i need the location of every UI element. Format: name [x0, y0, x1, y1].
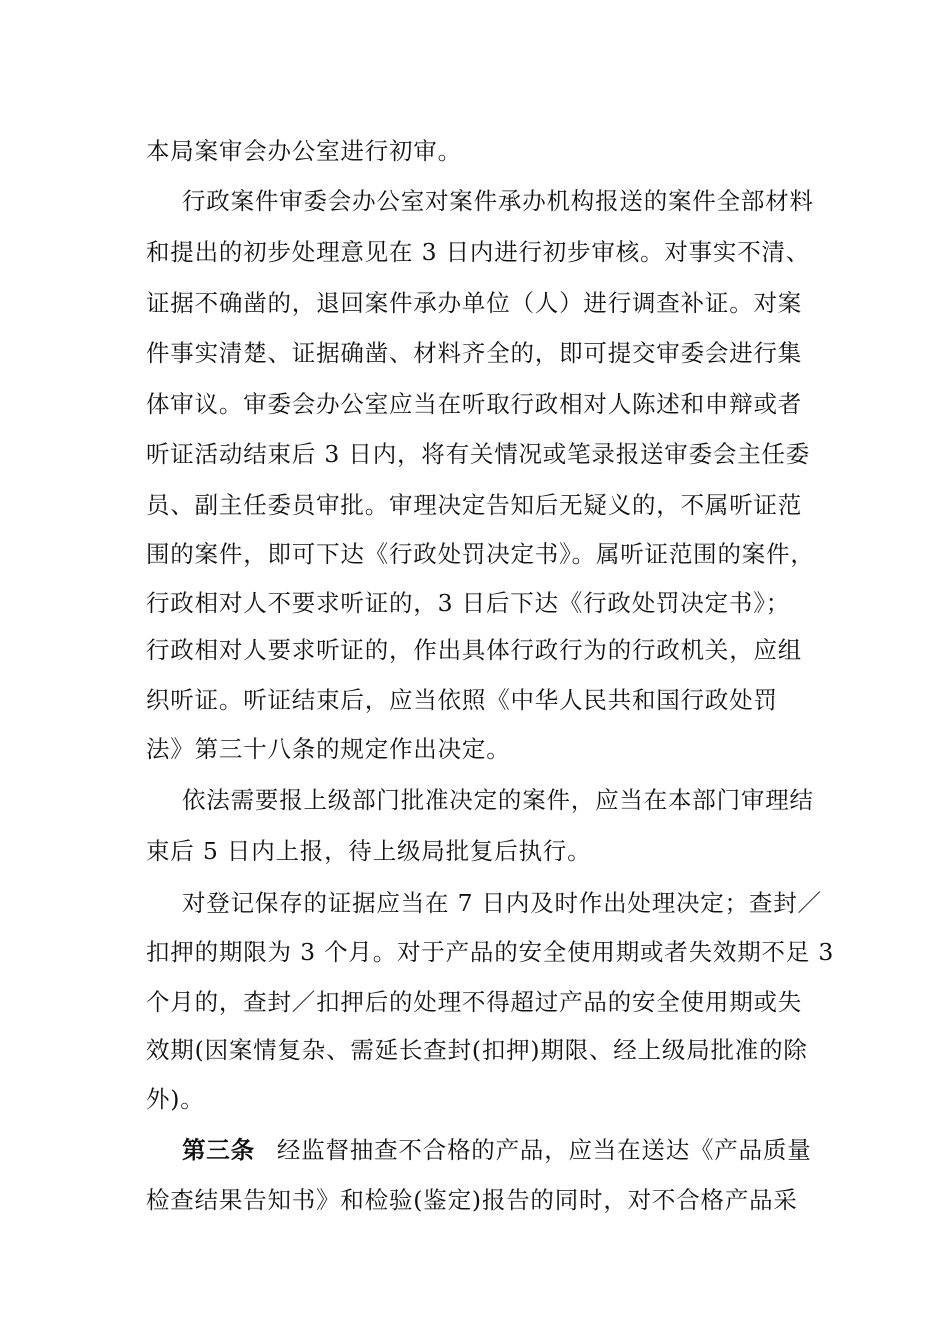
text-line: 行政相对人不要求听证的，3 日后下达《行政处罚决定书》； [146, 589, 791, 617]
text-line: 依法需要报上级部门批准决定的案件，应当在本部门审理结 [182, 786, 814, 814]
text-line: 织听证。听证结束后，应当依照《中华人民共和国行政处罚 [146, 686, 778, 714]
text-line: 体审议。审委会办公室应当在听取行政相对人陈述和申辩或者 [146, 390, 803, 418]
text-line: 对登记保存的证据应当在 7 日内及时作出处理决定；查封／ [182, 889, 822, 917]
article-heading: 第三条 [182, 1136, 255, 1164]
text-line: 和提出的初步处理意见在 3 日内进行初步审核。对事实不清、 [146, 238, 811, 266]
text-line: 个月的，查封／扣押后的处理不得超过产品的安全使用期或失 [146, 988, 803, 1016]
text-line: 外)。 [146, 1085, 205, 1113]
text-line: 件事实清楚、证据确凿、材料齐全的，即可提交审委会进行集 [146, 339, 803, 367]
text-line: 检查结果告知书》和检验(鉴定)报告的同时，对不合格产品采 [146, 1186, 798, 1214]
text-line: 本局案审会办公室进行初审。 [146, 137, 462, 165]
text-line: 围的案件，即可下达《行政处罚决定书》。属听证范围的案件， [146, 540, 815, 568]
text-line: 行政相对人要求听证的，作出具体行政行为的行政机关，应组 [146, 636, 803, 664]
text-line: 束后 5 日内上报，待上级局批复后执行。 [146, 837, 592, 865]
text-line: 扣押的期限为 3 个月。对于产品的安全使用期或者失效期不足 3 [146, 938, 835, 966]
text-line: 行政案件审委会办公室对案件承办机构报送的案件全部材料 [182, 187, 814, 215]
text-line: 效期(因案情复杂、需延长查封(扣押)期限、经上级局批准的除 [146, 1036, 808, 1064]
text-line: 员、副主任委员审批。审理决定告知后无疑义的，不属听证范 [146, 491, 803, 519]
text-line: 法》第三十八条的规定作出决定。 [146, 735, 511, 763]
article-3-line [182, 1130, 812, 1170]
text-line: 听证活动结束后 3 日内，将有关情况或笔录报送审委会主任委 [146, 440, 811, 468]
article-text: 经监督抽查不合格的产品，应当在送达《产品质量 [276, 1136, 812, 1164]
text-line: 证据不确凿的，退回案件承办单位（人）进行调查补证。对案 [146, 289, 803, 317]
